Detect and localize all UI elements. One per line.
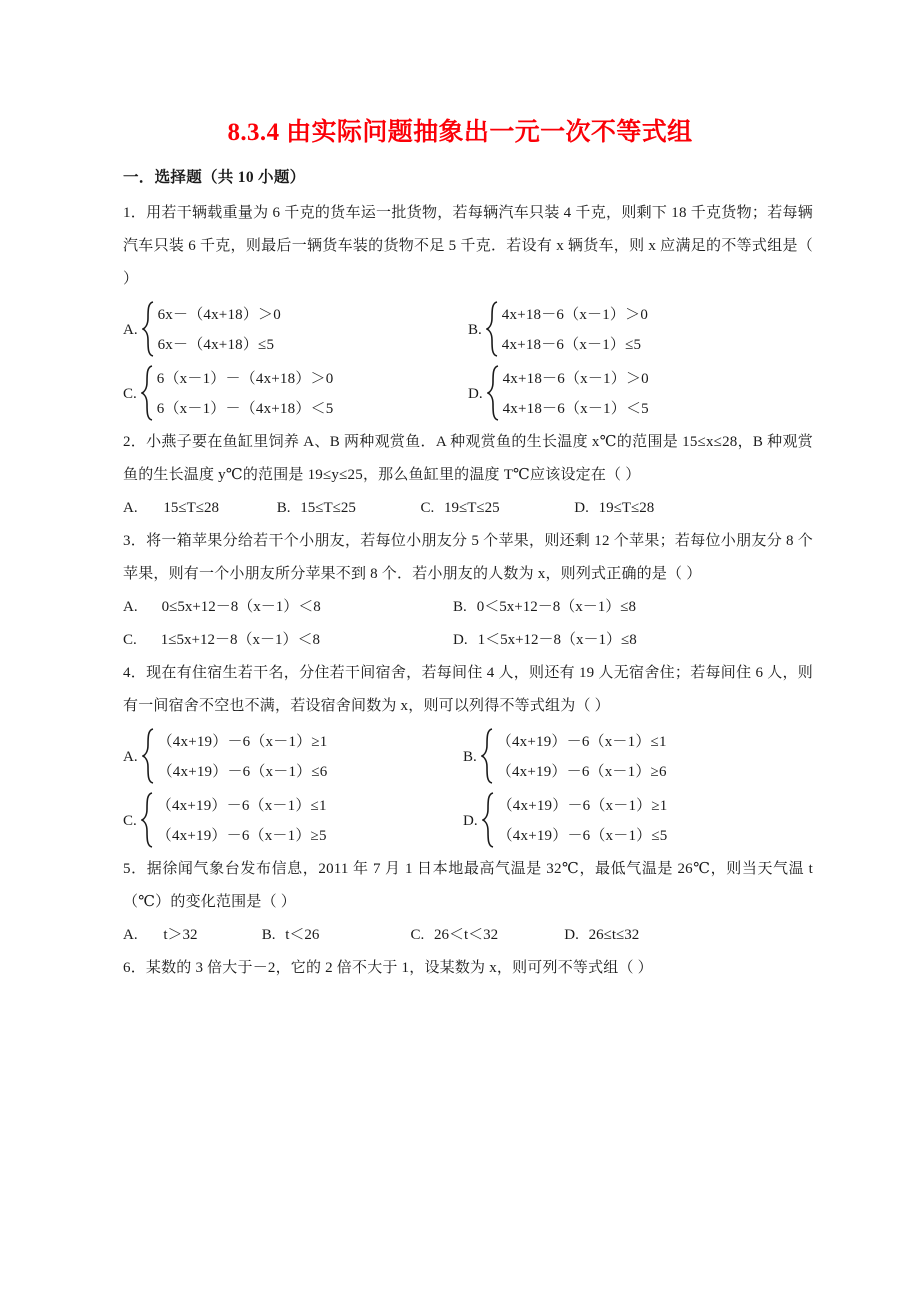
option-D[interactable]	[564, 919, 639, 952]
option-C-line2: （4x+19）－6（x－1）≥5	[156, 828, 327, 844]
option-C-line1: （4x+19）－6（x－1）≤1	[156, 798, 327, 814]
section-heading: 一．选择题（共 10 小题）	[123, 169, 306, 186]
option-label-C: C.	[123, 632, 137, 648]
option-label-C: C.	[410, 927, 425, 943]
option-A-line2: 6x－（4x+18）≤5	[157, 337, 275, 353]
option-D-line1: （4x+19）－6（x－1）≥1	[497, 798, 668, 814]
option-D-text: 1＜5x+12－8（x－1）≤8	[477, 632, 637, 648]
option-label-A: A.	[123, 927, 138, 943]
option-C[interactable]	[123, 791, 463, 851]
option-B-line2: 4x+18－6（x－1）≤5	[501, 337, 642, 353]
option-A-text: 15≤T≤28	[163, 500, 219, 516]
option-A[interactable]	[123, 492, 273, 525]
question-5-text: 5．据徐闻气象台发布信息，2011 年 7 月 1 日本地最高气温是 32℃，最低气温是 26℃，则当天气温 t（℃）的变化范围是（ ）	[123, 861, 813, 910]
question-1-text: 1．用若干辆载重量为 6 千克的货车运一批货物，若每辆汽车只装 4 千克，则剩下 18 千克货物；若每辆汽车只装 6 千克，则最后一辆货车装的货物不足 5 千克．若设有 x 辆货车，则 x 应满足的不等式组是（ ）	[123, 205, 813, 287]
option-C-system	[154, 791, 327, 851]
question-4-options-row-1	[123, 727, 813, 787]
option-D-text: 26≤t≤32	[588, 927, 640, 943]
option-label-A: A.	[123, 321, 138, 338]
option-C-text: 26＜t＜32	[434, 927, 499, 943]
option-D-line2: 4x+18－6（x－1）＜5	[502, 401, 649, 417]
option-B-line2: （4x+19）－6（x－1）≥6	[496, 764, 667, 780]
option-C-system	[154, 364, 334, 424]
question-3-text: 3．将一箱苹果分给若干个小朋友，若每位小朋友分 5 个苹果，则还剩 12 个苹果；若每位小朋友分 8 个苹果，则有一个小朋友所分苹果不到 8 个．若小朋友的人数为 x，则列式正确的是（ ）	[123, 533, 813, 582]
option-B[interactable]	[468, 300, 648, 360]
option-label-D: D.	[453, 632, 468, 648]
option-C-line2: 6（x－1）－（4x+18）＜5	[156, 401, 334, 417]
left-brace-icon	[142, 727, 155, 787]
option-D-system	[495, 791, 668, 851]
option-label-C: C.	[123, 812, 137, 829]
option-label-D: D.	[564, 927, 579, 943]
question-3-options-row-1	[123, 591, 813, 624]
option-D-system	[500, 364, 649, 424]
option-B-system	[494, 727, 667, 787]
option-A-text: t＞32	[163, 927, 198, 943]
option-label-C: C.	[420, 500, 435, 516]
option-label-B: B.	[261, 927, 276, 943]
question-5-options	[123, 919, 813, 952]
option-D[interactable]	[468, 364, 649, 424]
option-B-line1: （4x+19）－6（x－1）≤1	[496, 734, 667, 750]
option-label-C: C.	[123, 385, 137, 402]
option-C[interactable]	[123, 624, 453, 657]
option-B[interactable]	[277, 492, 417, 525]
option-label-D: D.	[574, 500, 589, 516]
option-A[interactable]	[123, 591, 453, 624]
question-2-options	[123, 492, 813, 525]
option-A-system	[155, 727, 328, 787]
option-D[interactable]	[574, 492, 654, 525]
option-B-text: 15≤T≤25	[300, 500, 356, 516]
question-6-text: 6．某数的 3 倍大于－2，它的 2 倍不大于 1，设某数为 x，则可列不等式组（ ）	[123, 960, 653, 976]
option-label-D: D.	[463, 812, 478, 829]
question-3-options-row-2	[123, 624, 813, 657]
question-4-text: 4．现在有住宿生若干名，分住若干间宿舍，若每间住 4 人，则还有 19 人无宿舍住；若每间住 6 人，则有一间宿舍不空也不满，若设宿舍间数为 x，则可以列得不等式组为（ ）	[123, 665, 813, 714]
option-C-line1: 6（x－1）－（4x+18）＞0	[156, 371, 334, 387]
option-A-text: 0≤5x+12－8（x－1）＜8	[161, 599, 321, 615]
option-A[interactable]	[123, 300, 468, 360]
option-D-text: 19≤T≤28	[598, 500, 655, 516]
option-label-A: A.	[123, 748, 138, 765]
option-label-A: A.	[123, 500, 138, 516]
left-brace-icon	[142, 300, 155, 360]
option-A-line1: 6x－（4x+18）＞0	[157, 307, 281, 323]
left-brace-icon	[482, 791, 495, 851]
option-label-B: B.	[463, 748, 477, 765]
left-brace-icon	[487, 364, 500, 424]
option-label-D: D.	[468, 385, 483, 402]
option-B-text: 0＜5x+12－8（x－1）≤8	[476, 599, 636, 615]
option-A-line2: （4x+19）－6（x－1）≤6	[157, 764, 328, 780]
option-A[interactable]	[123, 727, 463, 787]
option-A-line1: （4x+19）－6（x－1）≥1	[157, 734, 328, 750]
option-A[interactable]	[123, 919, 258, 952]
option-B[interactable]	[453, 591, 636, 624]
option-D[interactable]	[453, 624, 637, 657]
option-C[interactable]	[123, 364, 468, 424]
option-D-line1: 4x+18－6（x－1）＞0	[502, 371, 649, 387]
left-brace-icon	[141, 791, 154, 851]
question-4-options-row-2	[123, 791, 813, 851]
option-C[interactable]	[421, 492, 571, 525]
option-label-A: A.	[123, 599, 138, 615]
question-2-text: 2．小燕子要在鱼缸里饲养 A、B 两种观赏鱼．A 种观赏鱼的生长温度 x℃的范围是 15≤x≤28，B 种观赏鱼的生长温度 y℃的范围是 19≤y≤25，那么鱼缸里的温度 T℃应该设定在（ ）	[123, 434, 813, 483]
left-brace-icon	[481, 727, 494, 787]
left-brace-icon	[141, 364, 154, 424]
option-B-line1: 4x+18－6（x－1）＞0	[501, 307, 649, 323]
left-brace-icon	[486, 300, 499, 360]
option-label-B: B.	[453, 599, 467, 615]
document-body	[123, 165, 813, 985]
option-B[interactable]	[463, 727, 667, 787]
question-3-options	[123, 591, 813, 657]
option-C-text: 19≤T≤25	[444, 500, 500, 516]
option-B[interactable]	[262, 919, 407, 952]
option-C[interactable]	[411, 919, 561, 952]
option-label-B: B.	[276, 500, 291, 516]
option-C-text: 1≤5x+12－8（x－1）＜8	[160, 632, 320, 648]
option-D[interactable]	[463, 791, 668, 851]
option-B-system	[499, 300, 648, 360]
option-label-B: B.	[468, 321, 482, 338]
option-A-system	[155, 300, 281, 360]
question-1-options-row-2	[123, 364, 813, 424]
option-B-text: t＜26	[285, 927, 320, 943]
page-title: 8.3.4 由实际问题抽象出一元一次不等式组	[227, 119, 693, 146]
question-1-options-row-1	[123, 300, 813, 360]
option-D-line2: （4x+19）－6（x－1）≤5	[497, 828, 668, 844]
